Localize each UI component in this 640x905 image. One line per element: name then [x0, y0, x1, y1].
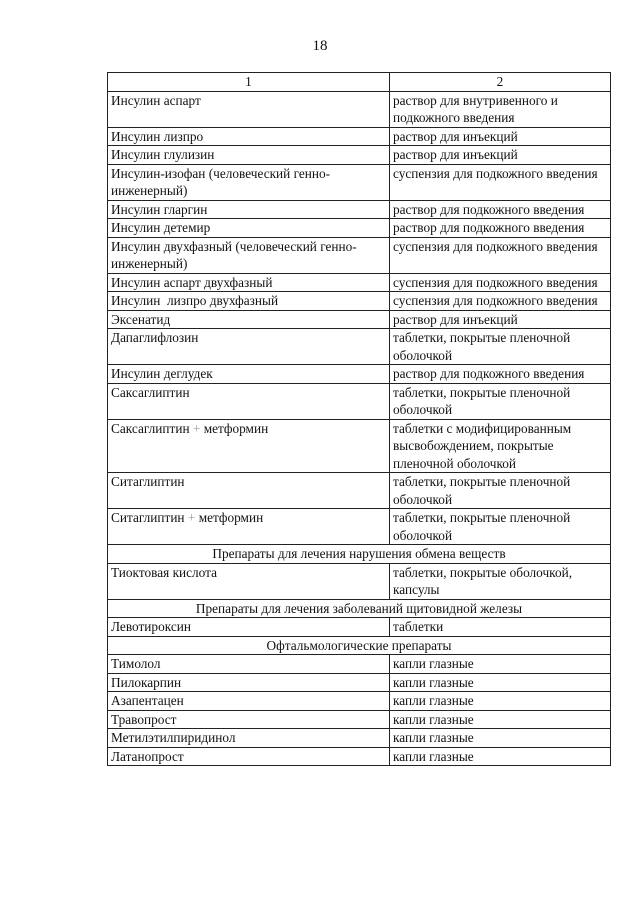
section-title: Офтальмологические препараты [108, 636, 611, 655]
section-header-row [108, 636, 611, 655]
drug-name-cell: Инсулин деглудек [108, 365, 390, 384]
table-row [108, 747, 611, 766]
table-row [108, 219, 611, 238]
dosage-form-cell: суспензия для подкожного введения [390, 164, 611, 200]
table-header-row [108, 73, 611, 92]
table-row [108, 563, 611, 599]
table-row [108, 383, 611, 419]
table-row [108, 127, 611, 146]
drug-name-cell: Дапаглифлозин [108, 329, 390, 365]
plus-sign: + [192, 420, 201, 436]
plus-sign: + [187, 510, 196, 525]
drug-name-part: Саксаглиптин [111, 420, 190, 436]
drug-name-cell [108, 509, 390, 545]
drug-name-cell: Пилокарпин [108, 673, 390, 692]
dosage-form-cell: раствор для подкожного введения [390, 200, 611, 219]
page-number: 18 [312, 38, 328, 54]
drug-name-part: метформин [198, 510, 264, 525]
drug-name-cell: Азапентацен [108, 692, 390, 711]
drug-name-cell: Эксенатид [108, 310, 390, 329]
dosage-form-cell: таблетки с модифицированным высвобождением, покрытые пленочной оболочкой [390, 419, 611, 473]
drug-name-cell: Инсулин аспарт [108, 91, 390, 127]
dosage-form-cell: капли глазные [390, 729, 611, 748]
drug-name-cell [108, 419, 390, 473]
dosage-form-cell: капли глазные [390, 747, 611, 766]
drug-name-part: Ситаглиптин [111, 510, 185, 525]
table-row [108, 673, 611, 692]
table-row [108, 273, 611, 292]
table-row [108, 237, 611, 273]
drug-name-cell: Инсулин двухфазный (человеческий генно-инженерный) [108, 237, 390, 273]
dosage-form-cell: суспензия для подкожного введения [390, 273, 611, 292]
table-row [108, 710, 611, 729]
drug-name-cell: Инсулин гларгин [108, 200, 390, 219]
table-row [108, 509, 611, 545]
table-row [108, 91, 611, 127]
table-row [108, 365, 611, 384]
dosage-form-cell: раствор для внутривенного и подкожного введения [390, 91, 611, 127]
drug-name-cell: Инсулин лизпро [108, 127, 390, 146]
dosage-form-cell: раствор для подкожного введения [390, 219, 611, 238]
drug-name-part: метформин [203, 420, 269, 436]
section-title: Препараты для лечения нарушения обмена веществ [108, 545, 611, 564]
dosage-form-cell: таблетки [390, 618, 611, 637]
dosage-form-cell: раствор для инъекций [390, 127, 611, 146]
table-row [108, 729, 611, 748]
drug-name-cell: Тимолол [108, 655, 390, 674]
dosage-form-cell: таблетки, покрытые оболочкой, капсулы [390, 563, 611, 599]
table-row [108, 473, 611, 509]
drug-name-cell: Левотироксин [108, 618, 390, 637]
drug-name-cell: Травопрост [108, 710, 390, 729]
dosage-form-cell: таблетки, покрытые пленочной оболочкой [390, 509, 611, 545]
dosage-form-cell: таблетки, покрытые пленочной оболочкой [390, 473, 611, 509]
dosage-form-cell: капли глазные [390, 692, 611, 711]
dosage-form-cell: капли глазные [390, 710, 611, 729]
drug-name-cell: Ситаглиптин [108, 473, 390, 509]
drug-name-cell: Метилэтилпиридинол [108, 729, 390, 748]
section-header-row [108, 599, 611, 618]
section-title: Препараты для лечения заболеваний щитовидной железы [108, 599, 611, 618]
table-row [108, 310, 611, 329]
dosage-form-cell: суспензия для подкожного введения [390, 237, 611, 273]
dosage-form-cell: капли глазные [390, 673, 611, 692]
drug-name-cell: Тиоктовая кислота [108, 563, 390, 599]
table-row [108, 655, 611, 674]
drug-name-cell: Инсулин лизпро двухфазный [108, 292, 390, 311]
table-row [108, 292, 611, 311]
table-row [108, 329, 611, 365]
dosage-form-cell: раствор для инъекций [390, 310, 611, 329]
drug-table [107, 72, 611, 766]
table-row [108, 164, 611, 200]
drug-name-cell: Инсулин-изофан (человеческий генно-инженерный) [108, 164, 390, 200]
table-row [108, 692, 611, 711]
column-header-2: 2 [390, 73, 611, 92]
drug-name-cell: Латанопрост [108, 747, 390, 766]
table-row [108, 200, 611, 219]
dosage-form-cell: раствор для инъекций [390, 146, 611, 165]
drug-name-cell: Инсулин детемир [108, 219, 390, 238]
column-header-1: 1 [108, 73, 390, 92]
dosage-form-cell: таблетки, покрытые пленочной оболочкой [390, 329, 611, 365]
table-row [108, 618, 611, 637]
dosage-form-cell: раствор для подкожного введения [390, 365, 611, 384]
section-header-row [108, 545, 611, 564]
drug-name-cell: Инсулин глулизин [108, 146, 390, 165]
table-row [108, 419, 611, 473]
dosage-form-cell: капли глазные [390, 655, 611, 674]
dosage-form-cell: суспензия для подкожного введения [390, 292, 611, 311]
dosage-form-cell: таблетки, покрытые пленочной оболочкой [390, 383, 611, 419]
drug-name-cell: Саксаглиптин [108, 383, 390, 419]
table-row [108, 146, 611, 165]
drug-name-cell: Инсулин аспарт двухфазный [108, 273, 390, 292]
